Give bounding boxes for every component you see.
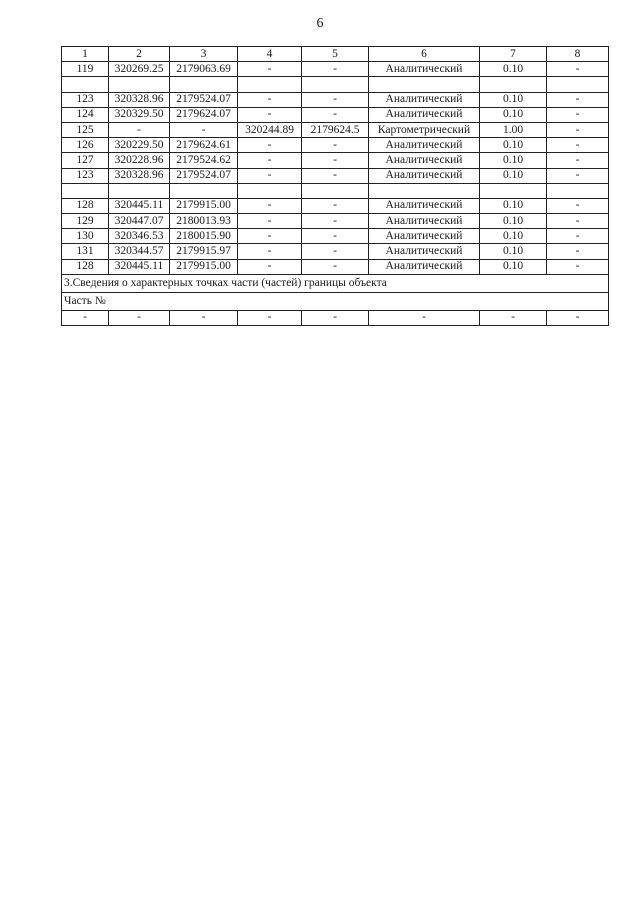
table-cell: 2179915.00 [170, 259, 238, 274]
table-header-row [62, 47, 609, 62]
table-row [62, 259, 609, 274]
table-cell: - [302, 259, 369, 274]
table-cell: - [547, 198, 609, 213]
table-cell: 2179624.5 [302, 122, 369, 137]
table-cell: Аналитический [369, 107, 480, 122]
table-cell [369, 77, 480, 92]
table-cell: 0.10 [480, 168, 547, 183]
table-cell: 123 [62, 92, 109, 107]
part-label-row [62, 292, 609, 310]
table-cell: - [238, 62, 302, 77]
table-cell: 2179624.61 [170, 138, 238, 153]
table-cell [170, 77, 238, 92]
table-cell: - [547, 214, 609, 229]
table-cell [109, 77, 170, 92]
table-cell: 0.10 [480, 214, 547, 229]
table-cell: 2179624.07 [170, 107, 238, 122]
table-row [62, 168, 609, 183]
column-header: 8 [547, 47, 609, 62]
table-cell: Аналитический [369, 229, 480, 244]
table-cell [238, 183, 302, 198]
table-cell: Аналитический [369, 259, 480, 274]
table-cell: - [238, 198, 302, 213]
table-cell: 130 [62, 229, 109, 244]
table-cell: 0.10 [480, 62, 547, 77]
table-cell [480, 183, 547, 198]
table-cell: - [302, 107, 369, 122]
table-cell [170, 183, 238, 198]
table-cell: - [547, 92, 609, 107]
table-cell [109, 183, 170, 198]
column-header: 1 [62, 47, 109, 62]
table-cell: - [302, 153, 369, 168]
table-cell: Аналитический [369, 92, 480, 107]
table-row [62, 138, 609, 153]
table-cell: 2180013.93 [170, 214, 238, 229]
table-cell: - [238, 92, 302, 107]
table-cell: - [547, 244, 609, 259]
table-cell: - [302, 214, 369, 229]
table-cell: - [547, 168, 609, 183]
table-cell: 123 [62, 168, 109, 183]
column-header: 4 [238, 47, 302, 62]
table-cell: 320328.96 [109, 92, 170, 107]
table-row [62, 183, 609, 198]
table-cell: - [547, 153, 609, 168]
table-cell: Аналитический [369, 153, 480, 168]
table-cell [62, 183, 109, 198]
table-cell: - [369, 310, 480, 325]
table-cell: - [238, 259, 302, 274]
table-cell: Аналитический [369, 138, 480, 153]
table-cell: - [547, 259, 609, 274]
table-cell: - [547, 122, 609, 137]
column-header: 7 [480, 47, 547, 62]
table-cell: 320244.89 [238, 122, 302, 137]
table-cell: 119 [62, 62, 109, 77]
table-cell: 1.00 [480, 122, 547, 137]
table-cell: - [302, 198, 369, 213]
section-title: 3.Сведения о характерных точках части (частей) границы объекта [62, 274, 609, 292]
table-cell: - [547, 62, 609, 77]
table-cell: - [547, 310, 609, 325]
table-cell: - [238, 138, 302, 153]
table-cell [547, 77, 609, 92]
table-cell: - [302, 229, 369, 244]
table-cell: - [302, 138, 369, 153]
table-row [62, 244, 609, 259]
table-cell: 320445.11 [109, 259, 170, 274]
table-cell: - [547, 107, 609, 122]
table-cell: Картометрический [369, 122, 480, 137]
table-cell: 320229.50 [109, 138, 170, 153]
table-cell: 2179524.07 [170, 168, 238, 183]
table-cell: 2179524.62 [170, 153, 238, 168]
table-cell [547, 183, 609, 198]
table-row [62, 107, 609, 122]
table-cell [302, 77, 369, 92]
table-cell: 2180015.90 [170, 229, 238, 244]
page-number: 6 [316, 16, 324, 31]
column-header: 6 [369, 47, 480, 62]
table-cell: - [480, 310, 547, 325]
column-header: 3 [170, 47, 238, 62]
table-cell: - [109, 122, 170, 137]
table-row [62, 122, 609, 137]
table-cell: 320228.96 [109, 153, 170, 168]
table-cell: 126 [62, 138, 109, 153]
table-cell: Аналитический [369, 168, 480, 183]
table-cell: - [302, 62, 369, 77]
table-cell: 128 [62, 259, 109, 274]
table-cell: - [238, 168, 302, 183]
table-cell: 320445.11 [109, 198, 170, 213]
table-cell: 320447.07 [109, 214, 170, 229]
coordinates-table [61, 46, 609, 326]
table-row [62, 77, 609, 92]
table-cell: - [62, 310, 109, 325]
table-cell: - [302, 168, 369, 183]
table-cell: Аналитический [369, 198, 480, 213]
table-cell: Аналитический [369, 244, 480, 259]
table-row [62, 62, 609, 77]
part-label: Часть № [62, 292, 609, 310]
table-cell: - [302, 92, 369, 107]
table-cell: - [238, 107, 302, 122]
table-cell: - [547, 229, 609, 244]
table-cell: - [238, 153, 302, 168]
table-cell: 320344.57 [109, 244, 170, 259]
table-cell: 320329.50 [109, 107, 170, 122]
table-cell: 0.10 [480, 244, 547, 259]
table-cell: 2179915.97 [170, 244, 238, 259]
table-cell [302, 183, 369, 198]
table-cell [480, 77, 547, 92]
column-header: 2 [109, 47, 170, 62]
table-row [62, 229, 609, 244]
table-cell: 320346.53 [109, 229, 170, 244]
table-cell: 2179063.69 [170, 62, 238, 77]
table-cell: 129 [62, 214, 109, 229]
table-body [62, 47, 609, 326]
table-row [62, 214, 609, 229]
part-values-row [62, 310, 609, 325]
table-cell: 128 [62, 198, 109, 213]
table-cell: - [170, 122, 238, 137]
table-cell: 0.10 [480, 259, 547, 274]
table-cell: - [238, 310, 302, 325]
table-cell: - [109, 310, 170, 325]
table-cell: - [238, 214, 302, 229]
table-cell: 320328.96 [109, 168, 170, 183]
section-row [62, 274, 609, 292]
table-cell: 125 [62, 122, 109, 137]
table-cell: - [238, 229, 302, 244]
table-cell: Аналитический [369, 62, 480, 77]
table-cell: 0.10 [480, 229, 547, 244]
table-cell: 0.10 [480, 153, 547, 168]
table-row [62, 198, 609, 213]
table-cell: 127 [62, 153, 109, 168]
table-cell: Аналитический [369, 214, 480, 229]
table-cell [62, 77, 109, 92]
table-cell: - [302, 310, 369, 325]
table-cell: 131 [62, 244, 109, 259]
table-cell: - [547, 138, 609, 153]
table-cell: 320269.25 [109, 62, 170, 77]
table-cell [238, 77, 302, 92]
table-cell: 124 [62, 107, 109, 122]
table-cell [369, 183, 480, 198]
table-cell: - [238, 244, 302, 259]
table-row [62, 153, 609, 168]
column-header: 5 [302, 47, 369, 62]
table-row [62, 92, 609, 107]
table-cell: 0.10 [480, 138, 547, 153]
table-cell: 2179915.00 [170, 198, 238, 213]
table-cell: 2179524.07 [170, 92, 238, 107]
table-cell: - [302, 244, 369, 259]
table-cell: 0.10 [480, 107, 547, 122]
table-cell: - [170, 310, 238, 325]
table-cell: 0.10 [480, 92, 547, 107]
table-cell: 0.10 [480, 198, 547, 213]
